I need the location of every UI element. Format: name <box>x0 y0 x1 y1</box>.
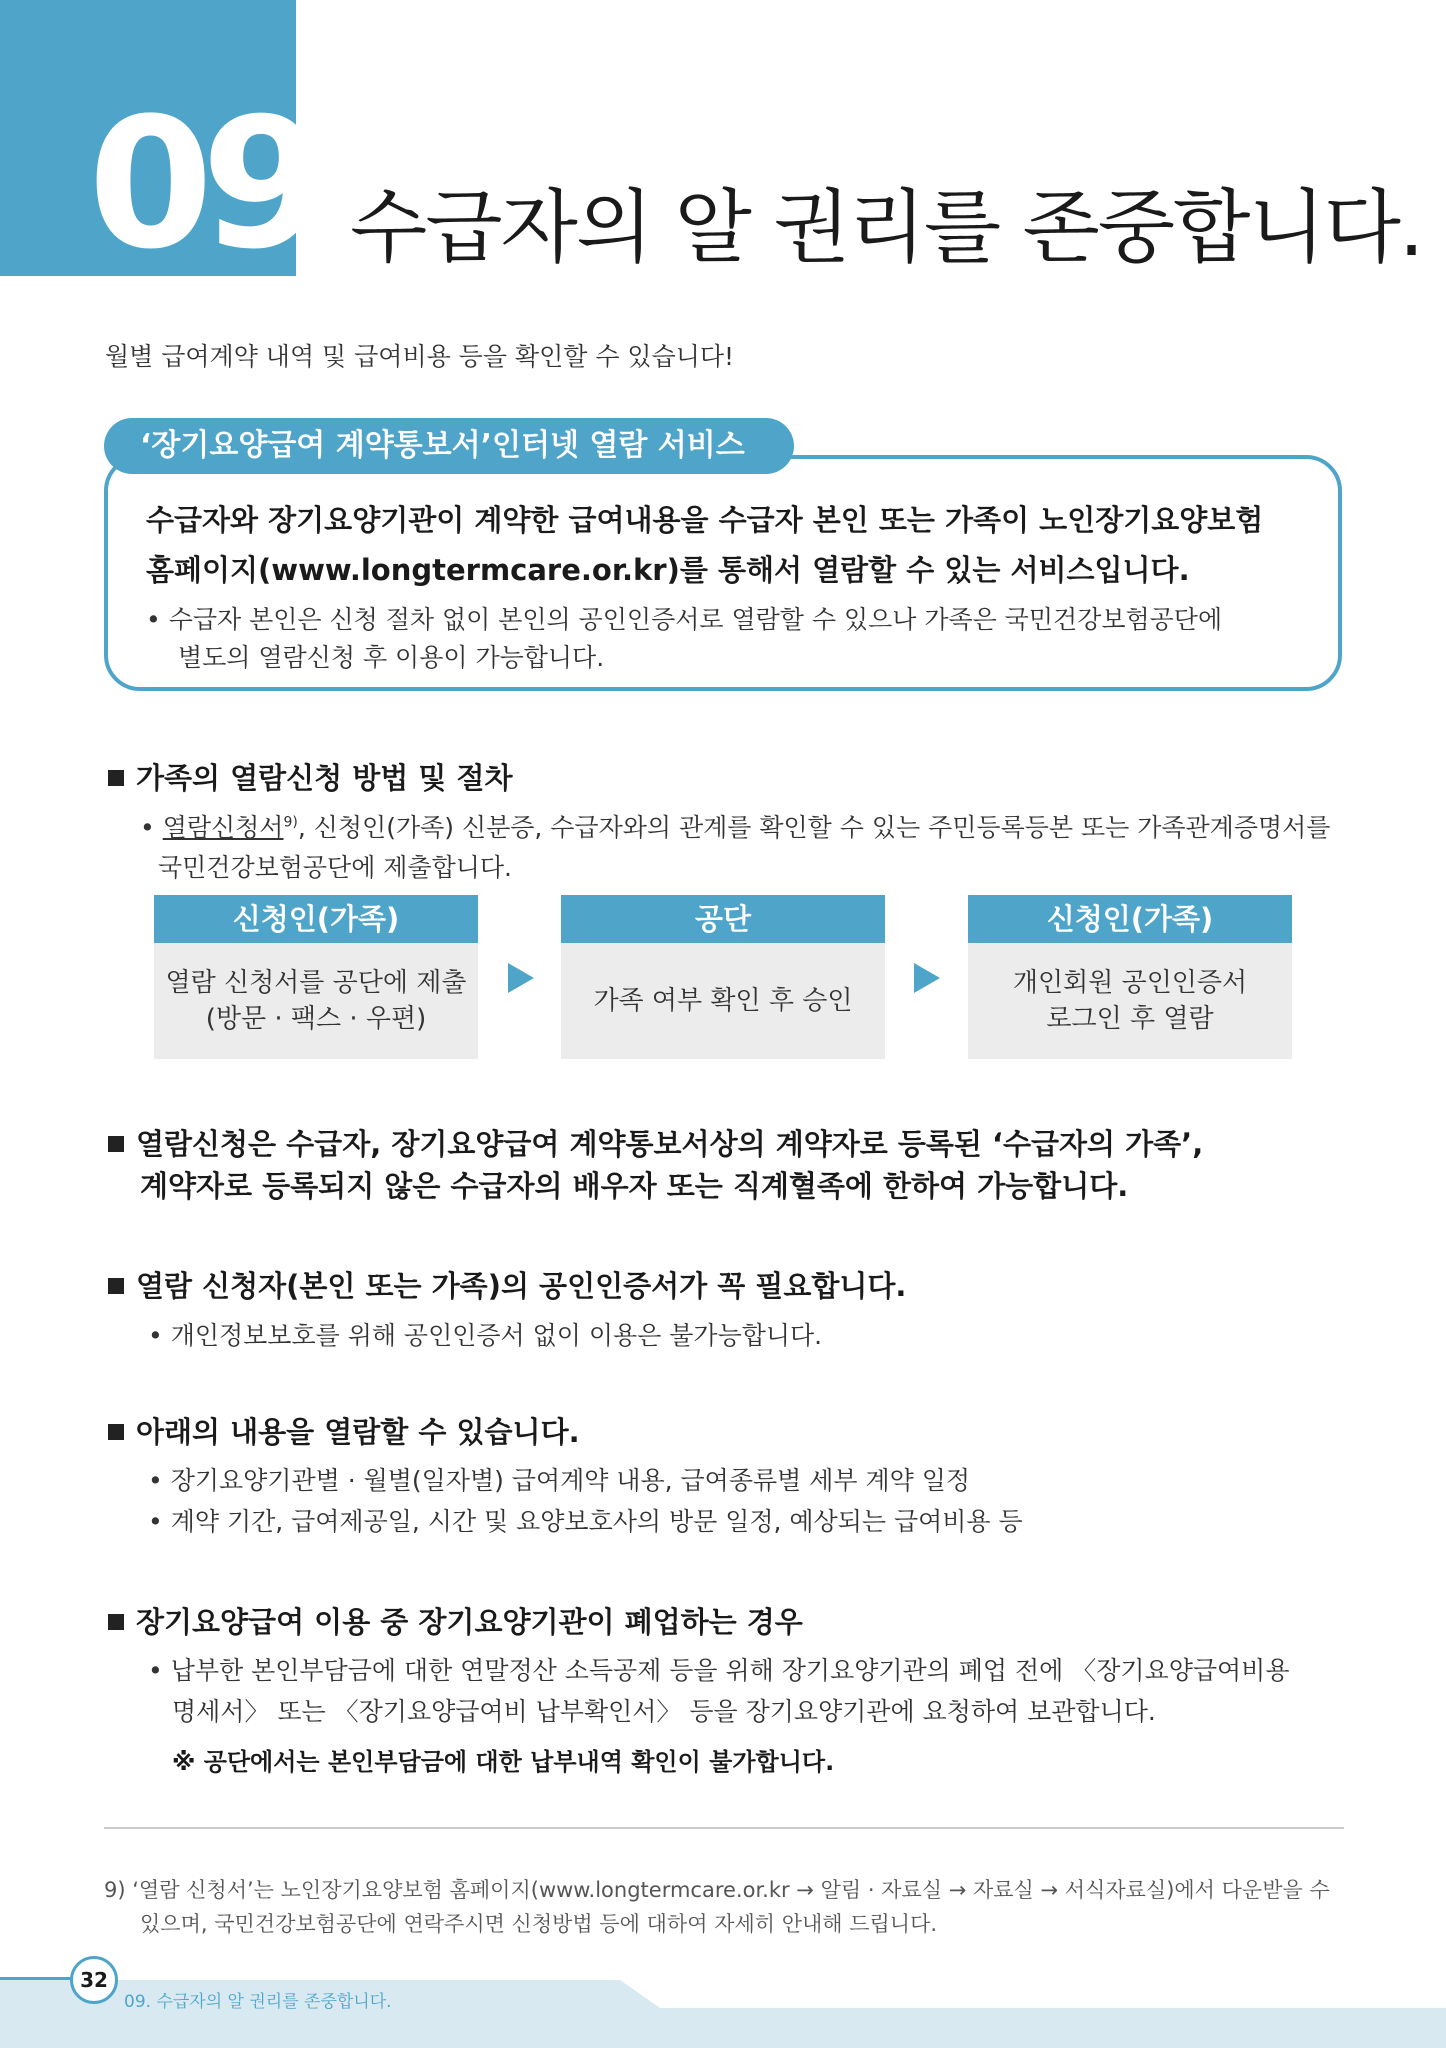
section1-bullet-line-1 <box>140 808 1330 844</box>
square-bullet-icon <box>108 770 124 786</box>
footer-chapter-title: 09. 수급자의 알 권리를 존중합니다. <box>124 1992 392 2012</box>
section-heading-text: 열람신청은 수급자, 장기요양급여 계약통보서상의 계약자로 등록된 ‘수급자의 가족’, <box>136 1127 1204 1161</box>
application-form-ref: 열람신청서 <box>162 813 284 842</box>
bullet-marker: • <box>140 813 163 842</box>
section-heading-text: 가족의 열람신청 방법 및 절차 <box>136 761 513 795</box>
bullet-text: , 신청인(가족) 신분증, 수급자와의 관계를 확인할 수 있는 주민등록등본 또는 가족관계증명서를 <box>297 813 1331 842</box>
square-bullet-icon <box>108 1278 124 1294</box>
arrow-right-icon <box>914 963 940 993</box>
footer-band <box>0 2008 1446 2048</box>
service-note-line-2: 별도의 열람신청 후 이용이 가능합니다. <box>178 643 605 672</box>
service-lead-line-2: 홈페이지(www.longtermcare.or.kr)를 통해서 열람할 수 있는 서비스입니다. <box>146 553 1190 587</box>
step-2-head: 공단 <box>561 895 885 943</box>
section5-bullet-line-1: • 납부한 본인부담금에 대한 연말정산 소득공제 등을 위해 장기요양기관의 폐업 전에 〈장기요양급여비용 <box>148 1656 1290 1685</box>
process-step-3 <box>968 895 1292 1059</box>
page-number: 32 <box>70 1956 118 2004</box>
step-2-body <box>561 943 885 1059</box>
step-3-head: 신청인(가족) <box>968 895 1292 943</box>
section-heading-text: 열람 신청자(본인 또는 가족)의 공인인증서가 꼭 필요합니다. <box>136 1269 907 1303</box>
service-note-line-1: • 수급자 본인은 신청 절차 없이 본인의 공인인증서로 열람할 수 있으나 가족은 국민건강보험공단에 <box>146 605 1223 634</box>
step-1-body-line-2: (방문 · 팩스 · 우편) <box>205 1004 427 1034</box>
intro-text: 월별 급여계약 내역 및 급여비용 등을 확인할 수 있습니다! <box>105 342 735 371</box>
section1-bullet-line-2: 국민건강보험공단에 제출합니다. <box>158 853 512 882</box>
step-1-body <box>154 943 478 1059</box>
page-title: 수급자의 알 권리를 존중합니다. <box>350 181 1423 274</box>
square-bullet-icon <box>108 1136 124 1152</box>
section-heading-certificate <box>108 1264 906 1305</box>
footer-tab-edge <box>620 1980 660 2008</box>
step-2-body-line-1: 가족 여부 확인 후 승인 <box>593 985 853 1016</box>
footnote-line-2: 있으며, 국민건강보험공단에 연락주시면 신청방법 등에 대하여 자세히 안내해 드립니다. <box>140 1912 938 1936</box>
arrow-right-icon <box>508 963 534 993</box>
closure-notice: ※ 공단에서는 본인부담금에 대한 납부내역 확인이 불가합니다. <box>172 1748 835 1776</box>
section4-bullet-2: • 계약 기간, 급여제공일, 시간 및 요양보호사의 방문 일정, 예상되는 급여비용 등 <box>148 1507 1023 1536</box>
footnote-ref: 9) <box>283 814 298 831</box>
chapter-number: 09 <box>88 80 315 289</box>
step-3-body-line-2: 로그인 후 열람 <box>1046 1004 1214 1034</box>
process-step-2 <box>561 895 885 1059</box>
service-tab-label: ‘장기요양급여 계약통보서’인터넷 열람 서비스 <box>104 418 794 474</box>
step-3-body <box>968 943 1292 1059</box>
footnote-line-1: 9) ‘열람 신청서’는 노인장기요양보험 홈페이지(www.longtermcare.or.kr → 알림 · 자료실 → 자료실 → 서식자료실)에서 다운받을 수 <box>104 1878 1330 1902</box>
step-1-body-line-1: 열람 신청서를 공단에 제출 <box>165 967 467 998</box>
process-step-1 <box>154 895 478 1059</box>
section3-bullet: • 개인정보보호를 위해 공인인증서 없이 이용은 불가능합니다. <box>148 1321 823 1350</box>
service-lead-line-1: 수급자와 장기요양기관이 계약한 급여내용을 수급자 본인 또는 가족이 노인장기요양보험 <box>146 503 1264 537</box>
footnote-divider <box>104 1827 1344 1829</box>
square-bullet-icon <box>108 1614 124 1630</box>
square-bullet-icon <box>108 1424 124 1440</box>
step-1-head: 신청인(가족) <box>154 895 478 943</box>
step-3-body-line-1: 개인회원 공인인증서 <box>1012 967 1248 998</box>
section4-bullet-1: • 장기요양기관별 · 월별(일자별) 급여계약 내용, 급여종류별 세부 계약 일정 <box>148 1466 971 1495</box>
section5-bullet-line-2: 명세서〉 또는 〈장기요양급여비 납부확인서〉 등을 장기요양기관에 요청하여 보관합니다. <box>172 1697 1156 1726</box>
section-heading-application <box>108 756 513 797</box>
section-heading-text: 아래의 내용을 열람할 수 있습니다. <box>136 1415 580 1449</box>
section-heading-eligibility-1 <box>108 1122 1203 1163</box>
section-heading-viewable <box>108 1410 580 1451</box>
section-heading-closure <box>108 1600 803 1641</box>
section-heading-text: 장기요양급여 이용 중 장기요양기관이 폐업하는 경우 <box>136 1605 803 1639</box>
page-number-line <box>0 1977 72 1980</box>
section-heading-eligibility-2: 계약자로 등록되지 않은 수급자의 배우자 또는 직계혈족에 한하여 가능합니다. <box>140 1169 1129 1203</box>
